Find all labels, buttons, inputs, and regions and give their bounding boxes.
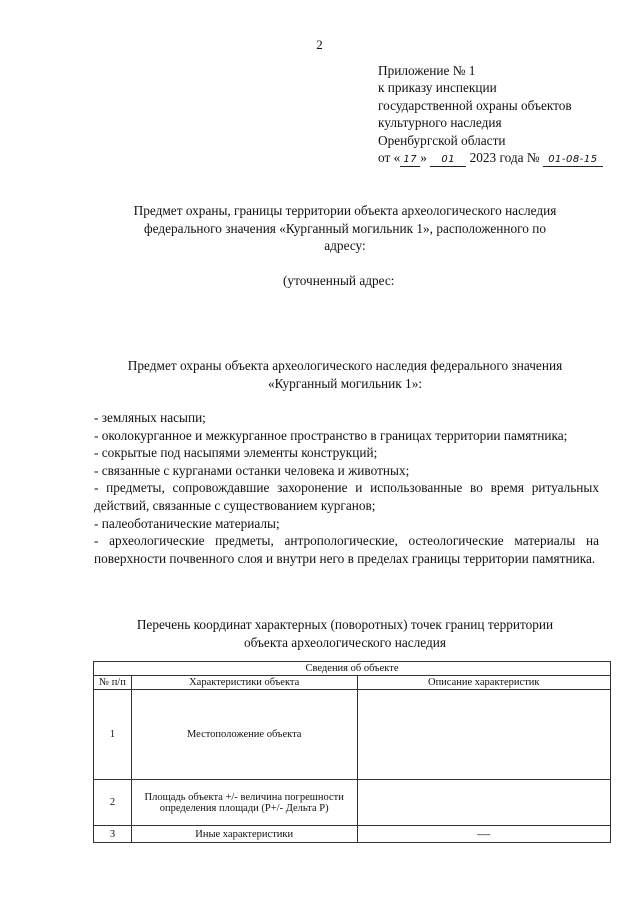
list-item: - связанные с курганами останки человека и животных; (94, 462, 410, 478)
list-item: - сокрытые под насыпями элементы конструкций; (94, 445, 378, 461)
subject-list (94, 409, 599, 567)
table-header: Характеристики объекта (131, 676, 357, 690)
table-header: № п/п (94, 676, 132, 690)
date-mid: » (420, 150, 427, 166)
annex-line-3: государственной охраны объектов (378, 97, 572, 113)
date-year: 2023 года № (469, 150, 540, 166)
table-header: Описание характеристик (357, 676, 611, 690)
list-item: - околокурганное и межкурганное пространство в границах территории памятника; (94, 427, 568, 443)
annex-line-5: Оренбургской области (378, 132, 506, 148)
annex-line-4: культурного наследия (378, 115, 502, 131)
object-info-table (93, 661, 611, 843)
table-row (94, 780, 611, 826)
table-row (94, 826, 611, 843)
coords-heading-line-1: Перечень координат характерных (поворотных) точек границ территории (136, 617, 554, 632)
order-number: 01-08-15 (543, 154, 603, 167)
date-day: 17 (400, 154, 420, 167)
table-cell-num: 3 (94, 826, 132, 843)
clarified-address: (уточненный адрес: (283, 273, 395, 288)
table-cell-name: Местоположение объекта (131, 690, 357, 780)
table-caption: Сведения об объекте (94, 662, 611, 676)
annex-line-1: Приложение № 1 (378, 63, 476, 78)
subject-heading-line-1: Предмет охраны объекта археологического наследия федерального значения (127, 358, 563, 373)
annex-line-2: к приказу инспекции (378, 80, 497, 96)
title-line-1: Предмет охраны, границы территории объекта археологического наследия (133, 203, 557, 218)
annex-block (378, 62, 603, 167)
annex-date-line (378, 149, 603, 167)
title-line-2: федерального значения «Курганный могильник 1», расположенного по (144, 220, 546, 236)
coords-heading-line-2: объекта археологического наследия (243, 634, 447, 650)
table-row (94, 690, 611, 780)
coords-heading (80, 616, 610, 651)
document-title (80, 202, 610, 255)
subject-heading (80, 357, 610, 392)
table-cell-name: Иные характеристики (131, 826, 357, 843)
table-cell-name: Площадь объекта +/- величина погрешности определения площади (Р+/- Дельта Р) (131, 780, 357, 826)
table-cell-desc (357, 690, 611, 780)
list-item: - археологические предметы, антропологические, остеологические материалы на поверхности почвенного слоя и внутри него в пределах границы территории памятника. (94, 533, 599, 566)
page-number: 2 (316, 37, 323, 52)
date-month: 01 (430, 154, 466, 167)
table-cell-num: 2 (94, 780, 132, 826)
title-line-3: адресу: (324, 238, 366, 254)
date-prefix: от « (378, 150, 401, 166)
list-item: - предметы, сопровождавшие захоронение и использованные во время ритуальных действий, связанные с существованием курганов; (94, 480, 599, 513)
list-item: - палеоботанические материалы; (94, 515, 280, 531)
table-cell-desc (357, 780, 611, 826)
table-cell-num: 1 (94, 690, 132, 780)
table-cell-desc: — (357, 826, 611, 843)
list-item: - земляных насыпи; (94, 410, 206, 425)
subject-heading-line-2: «Курганный могильник 1»: (267, 375, 423, 391)
